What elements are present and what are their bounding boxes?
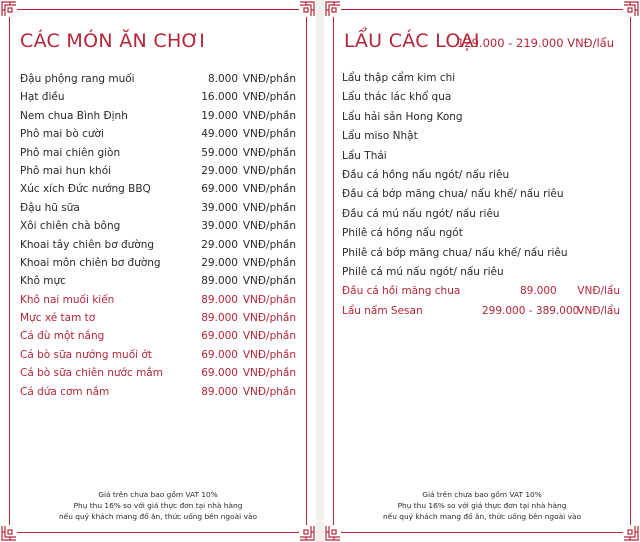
menu-item-row: [20, 180, 296, 198]
menu-item-row: [20, 272, 296, 290]
menu-item-name: Phô mai chiên giòn: [20, 146, 121, 159]
menu-item-name: Cá bò sữa nướng muối ớt: [20, 348, 152, 361]
menu-item-unit: VNĐ/phần: [242, 91, 296, 104]
menu-item-row: [20, 254, 296, 272]
menu-item-price: 29.000: [201, 256, 238, 269]
menu-item-name: Lẩu Thái: [342, 149, 387, 162]
footer-note: [324, 489, 640, 522]
menu-item-name: Xúc xích Đức nướng BBQ: [20, 183, 151, 196]
menu-item-unit: VNĐ/lẩu: [577, 285, 620, 298]
menu-item-name: Cá bò sữa chiên nước mắm: [20, 367, 163, 380]
menu-item-unit: VNĐ/lẩu: [577, 304, 620, 317]
menu-item-name: Nem chua Bình Định: [20, 109, 128, 122]
menu-item-price: 69.000: [201, 183, 238, 196]
corner-ornament-icon: [299, 525, 315, 541]
menu-item-row: [20, 144, 296, 162]
menu-item-name: Hạt điều: [20, 91, 65, 104]
menu-item-unit: VNĐ/phần: [242, 348, 296, 361]
menu-item-name: Đầu cá bớp măng chua/ nấu khế/ nấu riêu: [342, 188, 564, 201]
menu-item-unit: VNĐ/phần: [242, 312, 296, 325]
menu-item-unit: VNĐ/phần: [242, 220, 296, 233]
menu-item-name: Lẩu thác lác khổ qua: [342, 91, 452, 104]
menu-item-name: Khoai tây chiên bơ đường: [20, 238, 155, 251]
menu-page-snacks: [0, 0, 316, 542]
section-title: CÁC MÓN ĂN CHƠI: [20, 30, 206, 52]
menu-item-row: [342, 69, 620, 88]
menu-item-row: [342, 166, 620, 185]
menu-item-unit: VNĐ/phần: [242, 201, 296, 214]
menu-item-row: [20, 327, 296, 345]
menu-item-row: [342, 147, 620, 166]
menu-item-price: 89.000: [201, 293, 238, 306]
menu-item-price: 69.000: [201, 330, 238, 343]
menu-item-row: [20, 125, 296, 143]
corner-ornament-icon: [299, 1, 315, 17]
footer-note: [0, 489, 316, 522]
menu-item-price: 29.000: [201, 164, 238, 177]
menu-item-price: 299.000 - 389.000: [482, 304, 580, 317]
menu-page-hotpot: [324, 0, 640, 542]
menu-item-unit: VNĐ/phần: [242, 109, 296, 122]
menu-item-name: Phô mai bò cười: [20, 128, 104, 141]
footer-line: Giá trên chưa bao gồm VAT 10%: [422, 490, 542, 499]
menu-item-row: [20, 107, 296, 125]
menu-item-row: [342, 224, 620, 243]
menu-item-price: 39.000: [201, 220, 238, 233]
menu-item-price: 8.000: [207, 73, 238, 85]
menu-item-price: 69.000: [201, 348, 238, 361]
menu-item-row: [342, 282, 620, 301]
hotpot-menu-list: [342, 69, 620, 321]
menu-item-name: Đầu cá hồi măng chua: [342, 285, 461, 298]
menu-item-unit: VNĐ/phần: [242, 164, 296, 177]
corner-ornament-icon: [1, 1, 17, 17]
menu-item-row: [20, 217, 296, 235]
snack-menu-list: [20, 70, 296, 401]
menu-item-row: [342, 185, 620, 204]
menu-item-unit: VNĐ/phần: [242, 330, 296, 343]
menu-item-unit: VNĐ/phần: [242, 183, 296, 196]
menu-item-name: Mực xé tam tơ: [20, 312, 96, 325]
menu-item-row: [20, 236, 296, 254]
menu-item-unit: VNĐ/phần: [242, 367, 296, 380]
menu-item-name: Khô mực: [20, 275, 66, 288]
menu-item-name: Philê cá hồng nấu ngót: [342, 227, 463, 240]
menu-item-row: [20, 364, 296, 382]
menu-item-name: Đậu phộng rang muối: [20, 73, 135, 85]
menu-item-price: 29.000: [201, 238, 238, 251]
menu-item-name: Cá đù một nắng: [20, 330, 105, 343]
menu-item-price: 16.000: [201, 91, 238, 104]
menu-item-unit: VNĐ/phần: [242, 128, 296, 141]
corner-ornament-icon: [623, 1, 639, 17]
menu-item-name: Lẩu nấm Sesan: [342, 304, 423, 317]
menu-item-name: Lẩu miso Nhật: [342, 130, 418, 143]
corner-ornament-icon: [325, 525, 341, 541]
menu-item-name: Đậu hũ sữa: [20, 201, 80, 214]
menu-item-row: [342, 263, 620, 282]
menu-spine: [316, 0, 324, 542]
menu-item-unit: VNĐ/phần: [242, 238, 296, 251]
footer-line: Phụ thu 16% so với giá thực đơn tại nhà hàng: [73, 501, 243, 510]
footer-line: nếu quý khách mang đồ ăn, thức uống bên ngoài vào: [382, 512, 581, 521]
menu-item-name: Đầu cá hồng nấu ngót/ nấu riêu: [342, 168, 510, 181]
corner-ornament-icon: [325, 1, 341, 17]
footer-line: Giá trên chưa bao gồm VAT 10%: [98, 490, 218, 499]
menu-item-unit: VNĐ/phần: [242, 293, 296, 306]
section-title: LẨU CÁC LOẠI: [344, 30, 480, 52]
menu-item-name: Khoai môn chiên bơ đường: [20, 256, 161, 269]
menu-item-price: 89.000: [201, 312, 238, 325]
menu-item-name: Cá dứa cơm nắm: [20, 385, 110, 398]
menu-item-row: [342, 244, 620, 263]
menu-item-row: [342, 205, 620, 224]
footer-line: Phụ thu 16% so với giá thực đơn tại nhà hàng: [397, 501, 567, 510]
menu-item-name: Khô nai muối kiến: [20, 293, 115, 306]
menu-item-price: 89.000: [201, 385, 238, 398]
menu-item-price: 59.000: [201, 146, 238, 159]
menu-item-row: [20, 291, 296, 309]
menu-item-row: [342, 88, 620, 107]
menu-item-name: Philê cá bớp măng chua/ nấu khế/ nấu riêu: [342, 246, 568, 259]
menu-item-price: 89.000: [520, 285, 557, 298]
menu-item-name: Xôi chiên chà bông: [20, 220, 121, 233]
menu-item-unit: VNĐ/phần: [242, 275, 296, 288]
hotpot-price-range: 129.000 - 219.000 VNĐ/lẩu: [456, 36, 614, 50]
menu-item-row: [20, 199, 296, 217]
menu-item-price: 39.000: [201, 201, 238, 214]
menu-item-name: Philê cá mú nấu ngót/ nấu riêu: [342, 265, 504, 278]
menu-item-row: [20, 383, 296, 401]
menu-item-price: 69.000: [201, 367, 238, 380]
menu-item-price: 19.000: [201, 109, 238, 122]
menu-item-price: 49.000: [201, 128, 238, 141]
menu-item-unit: VNĐ/phần: [242, 256, 296, 269]
menu-item-name: Lẩu hải sản Hong Kong: [342, 110, 463, 123]
corner-ornament-icon: [1, 525, 17, 541]
menu-item-row: [20, 162, 296, 180]
menu-item-name: Phô mai hun khói: [20, 164, 112, 177]
menu-item-row: [20, 70, 296, 88]
menu-item-unit: VNĐ/phần: [242, 146, 296, 159]
menu-item-row: [20, 346, 296, 364]
menu-item-row: [342, 302, 620, 321]
menu-item-row: [342, 108, 620, 127]
menu-item-row: [20, 309, 296, 327]
menu-item-row: [342, 127, 620, 146]
menu-item-unit: VNĐ/phần: [242, 73, 296, 85]
menu-item-unit: VNĐ/phần: [242, 385, 296, 398]
footer-line: nếu quý khách mang đồ ăn, thức uống bên ngoài vào: [58, 512, 257, 521]
menu-item-name: Đầu cá mú nấu ngót/ nấu riêu: [342, 207, 500, 220]
menu-item-name: Lẩu thập cẩm kim chi: [342, 72, 456, 84]
menu-item-price: 89.000: [201, 275, 238, 288]
menu-item-row: [20, 88, 296, 106]
corner-ornament-icon: [623, 525, 639, 541]
